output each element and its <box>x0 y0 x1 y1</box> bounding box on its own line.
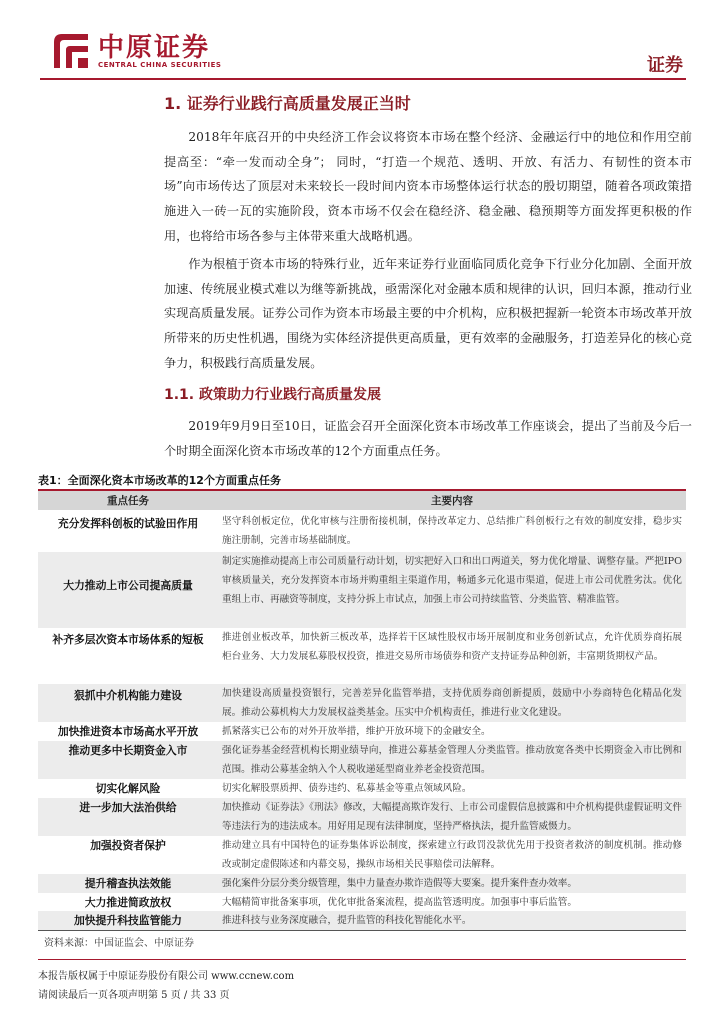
task-cell: 狠抓中介机构能力建设 <box>74 689 182 702</box>
content-cell: 抓紧落实已公布的对外开放举措，维护开放环境下的金融安全。 <box>222 726 491 737</box>
footer-divider <box>38 959 686 960</box>
paragraph-text: 2019年9月9日至10日，证监会召开全面深化资本市场改革工作座谈会，提出了当前及今后一个时期全面深化资本市场改革的12个方面重点任务。 <box>164 419 692 458</box>
content-cell: 制定实施推动提高上市公司质量行动计划，切实把好入口和出口两道关，努力优化增量、调整存量。严把IPO审核质量关，充分发挥资本市场并购重组主渠道作用，畅通多元化退市渠道，促进上市公司优胜劣汰。优化重组上市、再融资等制度，支持分拆上市试点，加强上市公司持续监管、分类监管、精准监管。 <box>222 556 682 605</box>
section-label: 证券 <box>647 55 683 76</box>
table-row <box>38 512 686 552</box>
table-header-row <box>38 491 686 510</box>
task-cell: 推动更多中长期资金入市 <box>68 744 188 757</box>
content-cell: 坚守科创板定位，优化审核与注册衔接机制，保持改革定力、总结推广科创板行之有效的制度安排，稳步实施注册制，完善市场基础制度。 <box>222 516 682 546</box>
paragraph <box>164 414 692 463</box>
task-cell: 充分发挥科创板的试验田作用 <box>57 517 199 530</box>
table-header-task: 重点任务 <box>107 495 149 507</box>
table-row <box>38 779 686 798</box>
subsection-heading: 1.1. 政策助力行业践行高质量发展 <box>164 387 381 403</box>
content-cell: 加快建设高质量投资银行，完善差异化监管举措，支持优质券商创新提质，鼓励中小券商特色化精品化发展。推动公募机构大力发展权益类基金。压实中介机构责任，推进行业文化建设。 <box>222 688 682 718</box>
task-cell: 加快推进资本市场高水平开放 <box>57 725 199 738</box>
table-row <box>38 722 686 741</box>
table-row <box>38 836 686 874</box>
task-cell: 补齐多层次资本市场体系的短板 <box>52 633 204 646</box>
paragraph <box>164 252 692 376</box>
table-row <box>38 798 686 836</box>
logo-english-name: CENTRAL CHINA SECURITIES <box>98 61 222 69</box>
content-cell: 强化案件分层分类分级管理，集中力量查办欺诈造假等大要案。提升案件查办效率。 <box>222 878 577 889</box>
footer-page-note: 请阅读最后一页各项声明第 5 页 / 共 33 页 <box>38 990 230 1001</box>
paragraph <box>164 125 692 249</box>
task-cell: 进一步加大法治供给 <box>79 801 177 814</box>
table-row <box>38 552 686 628</box>
task-cell: 加强投资者保护 <box>90 839 166 852</box>
table-row <box>38 893 686 912</box>
task-cell: 提升稽查执法效能 <box>84 877 172 890</box>
table-source: 资料来源：中国证监会、中原证券 <box>44 938 194 949</box>
table-row <box>38 741 686 779</box>
table-header-content: 主要内容 <box>431 495 473 507</box>
task-cell: 大力推进简政放权 <box>84 896 172 909</box>
logo-chinese-name: 中原证券 <box>98 33 211 63</box>
content-cell: 推动建立具有中国特色的证券集体诉讼制度，探索建立行政罚没款优先用于投资者救济的制度机制。推动修改或制定虚假陈述和内幕交易，操纵市场相关民事赔偿司法解释。 <box>222 840 682 870</box>
table-row <box>38 874 686 893</box>
content-cell: 推进创业板改革，加快新三板改革，选择若干区域性股权市场开展制度和业务创新试点，允许优质券商拓展柜台业务、大力发展私募股权投资，推进交易所市场债券和资产支持证券品种创新，丰富期货期权产品。 <box>222 632 682 662</box>
content-cell: 强化证券基金经营机构长期业绩导向，推进公募基金管理人分类监管。推动放宽各类中长期资金入市比例和范围。推动公募基金纳入个人税收递延型商业养老金投资范围。 <box>222 745 682 775</box>
content-cell: 推进科技与业务深度融合，提升监管的科技化智能化水平。 <box>222 915 472 926</box>
company-logo-icon <box>48 28 94 74</box>
footer-copyright: 本报告版权属于中原证券股份有限公司 www.ccnew.com <box>38 971 295 982</box>
table-row <box>38 684 686 722</box>
task-cell: 切实化解风险 <box>95 782 161 795</box>
paragraph-text: 2018年年底召开的中央经济工作会议将资本市场在整个经济、金融运行中的地位和作用空前提高至：“牵一发而动全身”； 同时，“打造一个规范、透明、开放、有活力、有韧性的资本市场”向市场传达了顶层对未来较长一段时间内资本市场整体运行状态的殷切期望，随着各项政策措施进入一砖一瓦的实施阶段，资本市场不仅会在稳经济、稳金融、稳预期等方面发挥更积极的作用，也将给市场各参与主体带来重大战略机遇。 <box>164 130 692 243</box>
table-bottom-rule <box>38 930 686 931</box>
section-heading: 1. 证券行业践行高质量发展正当时 <box>164 94 411 113</box>
header-divider <box>40 78 686 80</box>
content-cell: 大幅精简审批备案事项，优化审批备案流程，提高监管透明度。加强事中事后监管。 <box>222 897 577 908</box>
task-cell: 加快提升科技监管能力 <box>74 914 182 927</box>
paragraph-text: 作为根植于资本市场的特殊行业，近年来证券行业面临同质化竞争下行业分化加剧、全面开放加速、传统展业模式难以为继等新挑战，亟需深化对金融本质和规律的认识，回归本源，推动行业实现高质量发展。证券公司作为资本市场最主要的中介机构，应积极把握新一轮资本市场改革开放所带来的历史性机遇，围绕为实体经济提供更高质量，更有效率的金融服务，打造差异化的核心竞争力，积极践行高质量发展。 <box>164 257 692 370</box>
content-cell: 加快推动《证券法》《刑法》修改，大幅提高欺诈发行、上市公司虚假信息披露和中介机构提供虚假证明文件等违法行为的违法成本。用好用足现有法律制度，坚持严格执法，提升监管威慑力。 <box>222 802 682 832</box>
task-cell: 大力推动上市公司提高质量 <box>63 579 193 592</box>
table-title: 表1：全面深化资本市场改革的12个方面重点任务 <box>38 474 281 487</box>
content-cell: 切实化解股票质押、债券违约、私募基金等重点领域风险。 <box>222 783 472 794</box>
table-row <box>38 911 686 930</box>
table-row <box>38 628 686 684</box>
